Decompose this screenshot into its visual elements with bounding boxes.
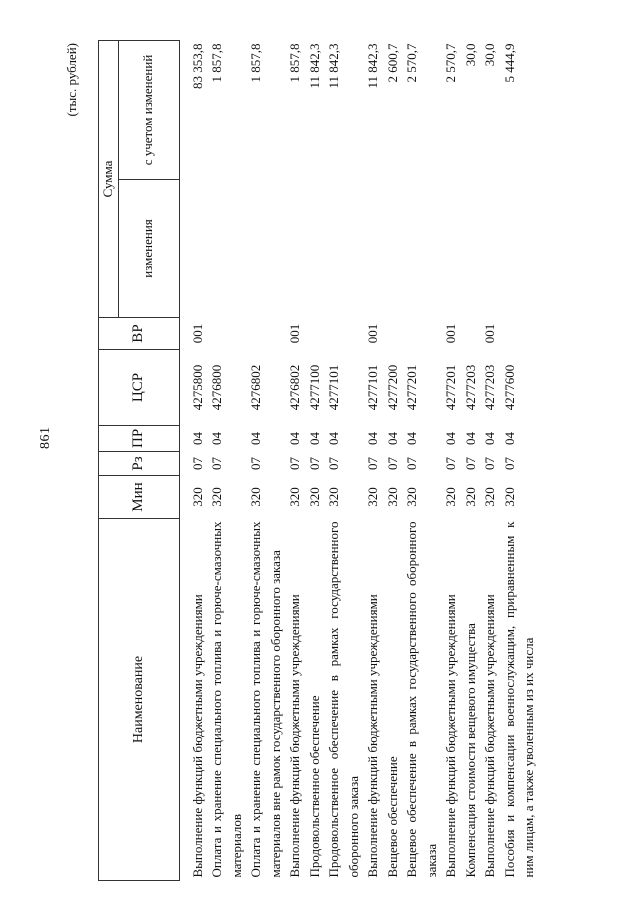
row-min: 320 [384,487,400,507]
row-pr: 04 [462,432,478,445]
row-name: Продовольственное обеспечение [306,695,322,878]
table-row [179,41,207,881]
page-number: 861 [38,426,53,449]
rotated-table-area [64,41,543,881]
row-name: Пособия и компенсации военнослужащим, приравненным к ним лицам, а также уволенным из их числа [501,521,537,878]
table-row [402,41,441,881]
row-min: 320 [209,487,225,507]
row-name: Выполнение функций бюджетными учреждениями [365,594,381,878]
row-vr [207,318,246,350]
row-total: 11 842,3 [326,43,342,89]
row-total: 30,0 [462,43,478,67]
table-row [324,41,363,881]
header-pr: ПР [99,426,180,452]
row-rz: 07 [384,457,400,470]
row-rz: 07 [443,457,459,470]
table-row [207,41,246,881]
row-pr: 04 [404,432,420,445]
row-total: 2 600,7 [384,43,400,83]
header-changes: изменения [118,180,179,318]
row-rz: 07 [482,457,498,470]
row-vr [246,318,285,350]
row-csr: 4277100 [306,364,322,411]
row-min: 320 [248,487,264,507]
row-total: 2 570,7 [443,43,459,83]
row-total: 2 570,7 [404,43,420,83]
row-changes [179,180,207,318]
table-row [285,41,305,881]
row-csr: 4277203 [482,364,498,411]
table-row [305,41,325,881]
row-pr: 04 [365,432,381,445]
row-name: Выполнение функций бюджетными учреждениями [189,594,205,878]
row-csr: 4277200 [384,364,400,411]
row-rz: 07 [462,457,478,470]
row-vr: 001 [287,323,303,344]
budget-table [98,40,539,881]
row-vr: 001 [189,323,205,344]
row-vr: 001 [443,323,459,344]
row-rz: 07 [365,457,381,470]
row-changes [441,180,461,318]
row-total: 5 444,9 [501,43,517,83]
row-vr [305,318,325,350]
units-label: (тыс. рублей) [64,43,79,117]
row-rz: 07 [287,457,303,470]
row-changes [246,180,285,318]
header-name: Наименование [99,519,180,881]
table-row [383,41,403,881]
header-rz: Рз [99,452,180,476]
row-rz: 07 [326,457,342,470]
row-changes [500,180,539,318]
row-total: 1 857,8 [209,43,225,83]
row-vr: 001 [365,323,381,344]
table-row [441,41,461,881]
row-csr: 4277600 [501,364,517,411]
row-csr: 4276802 [248,364,264,411]
row-total: 1 857,8 [248,43,264,83]
row-csr: 4276800 [209,364,225,411]
row-min: 320 [189,487,205,507]
row-pr: 04 [287,432,303,445]
row-vr [324,318,363,350]
row-total: 30,0 [482,43,498,67]
row-min: 320 [501,487,517,507]
row-min: 320 [365,487,381,507]
row-name: Вещевое обеспечение в рамках государственного оборонного заказа [404,521,439,878]
row-vr: 001 [482,323,498,344]
row-changes [305,180,325,318]
row-rz: 07 [306,457,322,470]
row-pr: 04 [326,432,342,445]
row-pr: 04 [306,432,322,445]
row-min: 320 [404,487,420,507]
row-changes [363,180,383,318]
row-changes [324,180,363,318]
row-vr [402,318,441,350]
row-total: 1 857,8 [287,43,303,83]
row-pr: 04 [443,432,459,445]
header-vr: ВР [99,318,180,350]
header-with-changes: с учетом изменений [118,41,179,180]
row-name: Выполнение функций бюджетными учреждениями [443,594,459,878]
row-name: Оплата и хранение специального топлива и горюче-смазочных материалов вне рамок государственного оборонного заказа [248,521,283,878]
row-csr: 4277101 [326,364,342,411]
row-rz: 07 [501,457,517,470]
row-changes [285,180,305,318]
table-row [500,41,539,881]
row-changes [480,180,500,318]
header-csr: ЦСР [99,350,180,426]
row-pr: 04 [501,432,517,445]
row-min: 320 [443,487,459,507]
table-row [246,41,285,881]
row-pr: 04 [209,432,225,445]
row-changes [461,180,481,318]
row-pr: 04 [248,432,264,445]
header-min: Мин [99,476,180,519]
row-changes [207,180,246,318]
row-vr [383,318,403,350]
row-csr: 4275800 [189,364,205,411]
row-vr [461,318,481,350]
row-rz: 07 [189,457,205,470]
row-min: 320 [462,487,478,507]
row-name: Выполнение функций бюджетными учреждениями [482,594,498,878]
table-row [480,41,500,881]
row-min: 320 [482,487,498,507]
row-changes [402,180,441,318]
row-total: 11 842,3 [306,43,322,89]
row-min: 320 [287,487,303,507]
row-rz: 07 [209,457,225,470]
row-pr: 04 [189,432,205,445]
row-rz: 07 [248,457,264,470]
row-vr [500,318,539,350]
row-pr: 04 [482,432,498,445]
row-total: 11 842,3 [365,43,381,89]
row-csr: 4276802 [287,364,303,411]
table-body [179,41,539,881]
row-csr: 4277101 [365,364,381,411]
header-sum: Сумма [99,41,119,318]
row-pr: 04 [384,432,400,445]
row-name: Продовольственное обеспечение в рамках государственного оборонного заказа [326,521,361,878]
row-csr: 4277203 [462,364,478,411]
row-total: 83 353,8 [189,43,205,89]
row-min: 320 [306,487,322,507]
row-name: Вещевое обеспечение [384,756,400,878]
row-changes [383,180,403,318]
row-name: Выполнение функций бюджетными учреждениями [287,594,303,878]
row-csr: 4277201 [404,364,420,411]
table-row [461,41,481,881]
row-rz: 07 [404,457,420,470]
table-row [363,41,383,881]
row-csr: 4277201 [443,364,459,411]
row-min: 320 [326,487,342,507]
row-name: Оплата и хранение специального топлива и горюче-смазочных материалов [209,521,244,878]
row-name: Компенсация стоимости вещевого имущества [462,623,478,878]
